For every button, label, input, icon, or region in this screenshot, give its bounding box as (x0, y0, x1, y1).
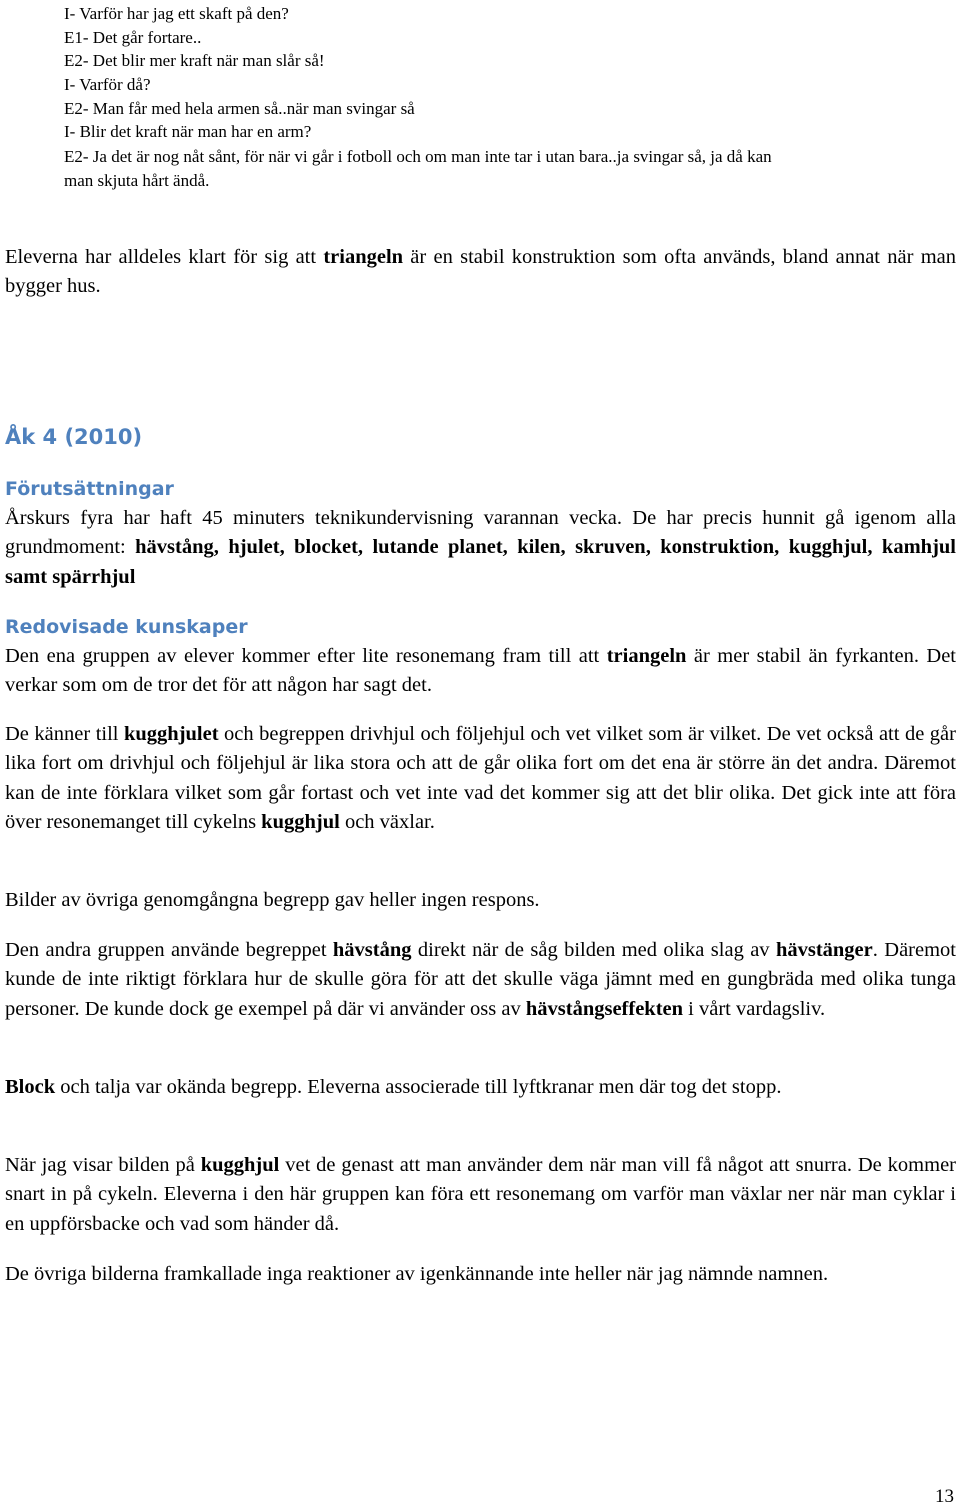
bold-term: hävstänger (775, 939, 873, 961)
prerequisites-paragraph (5, 504, 956, 592)
bold-term: kugghjul (200, 1154, 280, 1176)
text: De känner till (5, 723, 124, 745)
prereq-bold-list: hävstång, hjulet, blocket, lutande planet, kilen, skruven, konstruktion, kugghjul, kamhjul samt spärrhjul (5, 536, 956, 588)
bold-term: triangeln (606, 645, 687, 667)
intro-text: Eleverna har alldeles klart för sig att (5, 246, 324, 268)
section-heading: Åk 4 (2010) (5, 425, 143, 449)
prereq-text: Årskurs fyra har haft 45 minuters teknikundervisning varannan vecka. De har precis hunnit gå igenom alla grundmoment: (5, 507, 956, 559)
text: Den andra gruppen använde begreppet (5, 939, 333, 961)
text: i vårt vardagsliv. (683, 997, 826, 1020)
bold-term: hävstång (332, 939, 412, 961)
bold-term: Block (5, 1076, 56, 1098)
intro-text-end: är en stabil konstruktion som ofta används, bland annat när man bygger hus. (5, 246, 956, 298)
paragraph-no-response: Bilder av övriga genomgångna begrepp gav heller ingen respons. (5, 889, 540, 911)
subheading-prerequisites: Förutsättningar (5, 478, 174, 500)
intro-bold-term: triangeln (323, 246, 404, 268)
text: och begreppen drivhjul och följehjul och vet vilket som är vilket. De vet också att de går lika fort om drivhjul och följehjul är lika stora och att de går olika fort om det ena är större än det andra. Däremot kan de inte förklara vilket som går fortast och vet inte vad det kommer sig att det blir olika. Det gick inte att föra över resonemanget till cykelns (5, 723, 956, 834)
text: När jag visar bilden på (5, 1154, 201, 1176)
text: vet de genast att man använder dem när man vill få något att snurra. De kommer snart in på cykeln. Eleverna i den här gruppen kan föra ett resonemang om varför man växlar ner när man cyklar i en uppförsbacke och vad som händer då. (5, 1154, 956, 1235)
dialogue-line: E2- Man får med hela armen så..när man svingar så (64, 99, 415, 118)
paragraph-gears (5, 720, 956, 838)
dialogue-line: man skjuta hårt ändå. (64, 171, 210, 190)
paragraph-gear-picture (5, 1151, 956, 1239)
bold-term: kugghjul (261, 811, 340, 834)
dialogue-line: I- Varför har jag ett skaft på den? (64, 4, 289, 23)
dialogue-line: I- Varför då? (64, 75, 151, 94)
bold-term: hävstångseffekten (525, 997, 684, 1020)
page-number: 13 (935, 1486, 954, 1507)
dialogue-line: E2- Det blir mer kraft när man slår så! (64, 51, 325, 70)
dialogue-line: E2- Ja det är nog nåt sånt, för när vi går i fotboll och om man inte tar i utan bara..ja svingar så, ja då kan (64, 147, 772, 166)
text: och växlar. (339, 811, 435, 834)
paragraph-group2-lever (5, 936, 956, 1024)
paragraph-block (5, 1073, 956, 1102)
text: direkt när de såg bilden med olika slag av (411, 939, 776, 961)
bold-term: kugghjulet (123, 723, 219, 745)
paragraph-other-pictures: De övriga bilderna framkallade inga reaktioner av igenkännande inte heller när jag nämnde namnen. (5, 1263, 829, 1285)
text: Den ena gruppen av elever kommer efter lite resonemang fram till att (5, 645, 607, 667)
paragraph-group1-triangle (5, 642, 956, 701)
subheading-knowledge: Redovisade kunskaper (5, 616, 248, 638)
dialogue-line: I- Blir det kraft när man har en arm? (64, 122, 312, 141)
dialogue-line: E1- Det går fortare.. (64, 28, 202, 47)
intro-paragraph (5, 243, 956, 302)
text: är mer stabil än fyrkanten. Det verkar som om de tror det för att någon har sagt det. (5, 645, 956, 697)
text: och talja var okända begrepp. Eleverna associerade till lyftkranar men där tog det stopp. (55, 1076, 782, 1098)
text: . Däremot kunde de inte riktigt förklara hur de skulle göra för att det skulle väga jämnt med en gungbräda med olika tunga personer. De kunde dock ge exempel på där vi använder oss av (5, 939, 956, 1020)
